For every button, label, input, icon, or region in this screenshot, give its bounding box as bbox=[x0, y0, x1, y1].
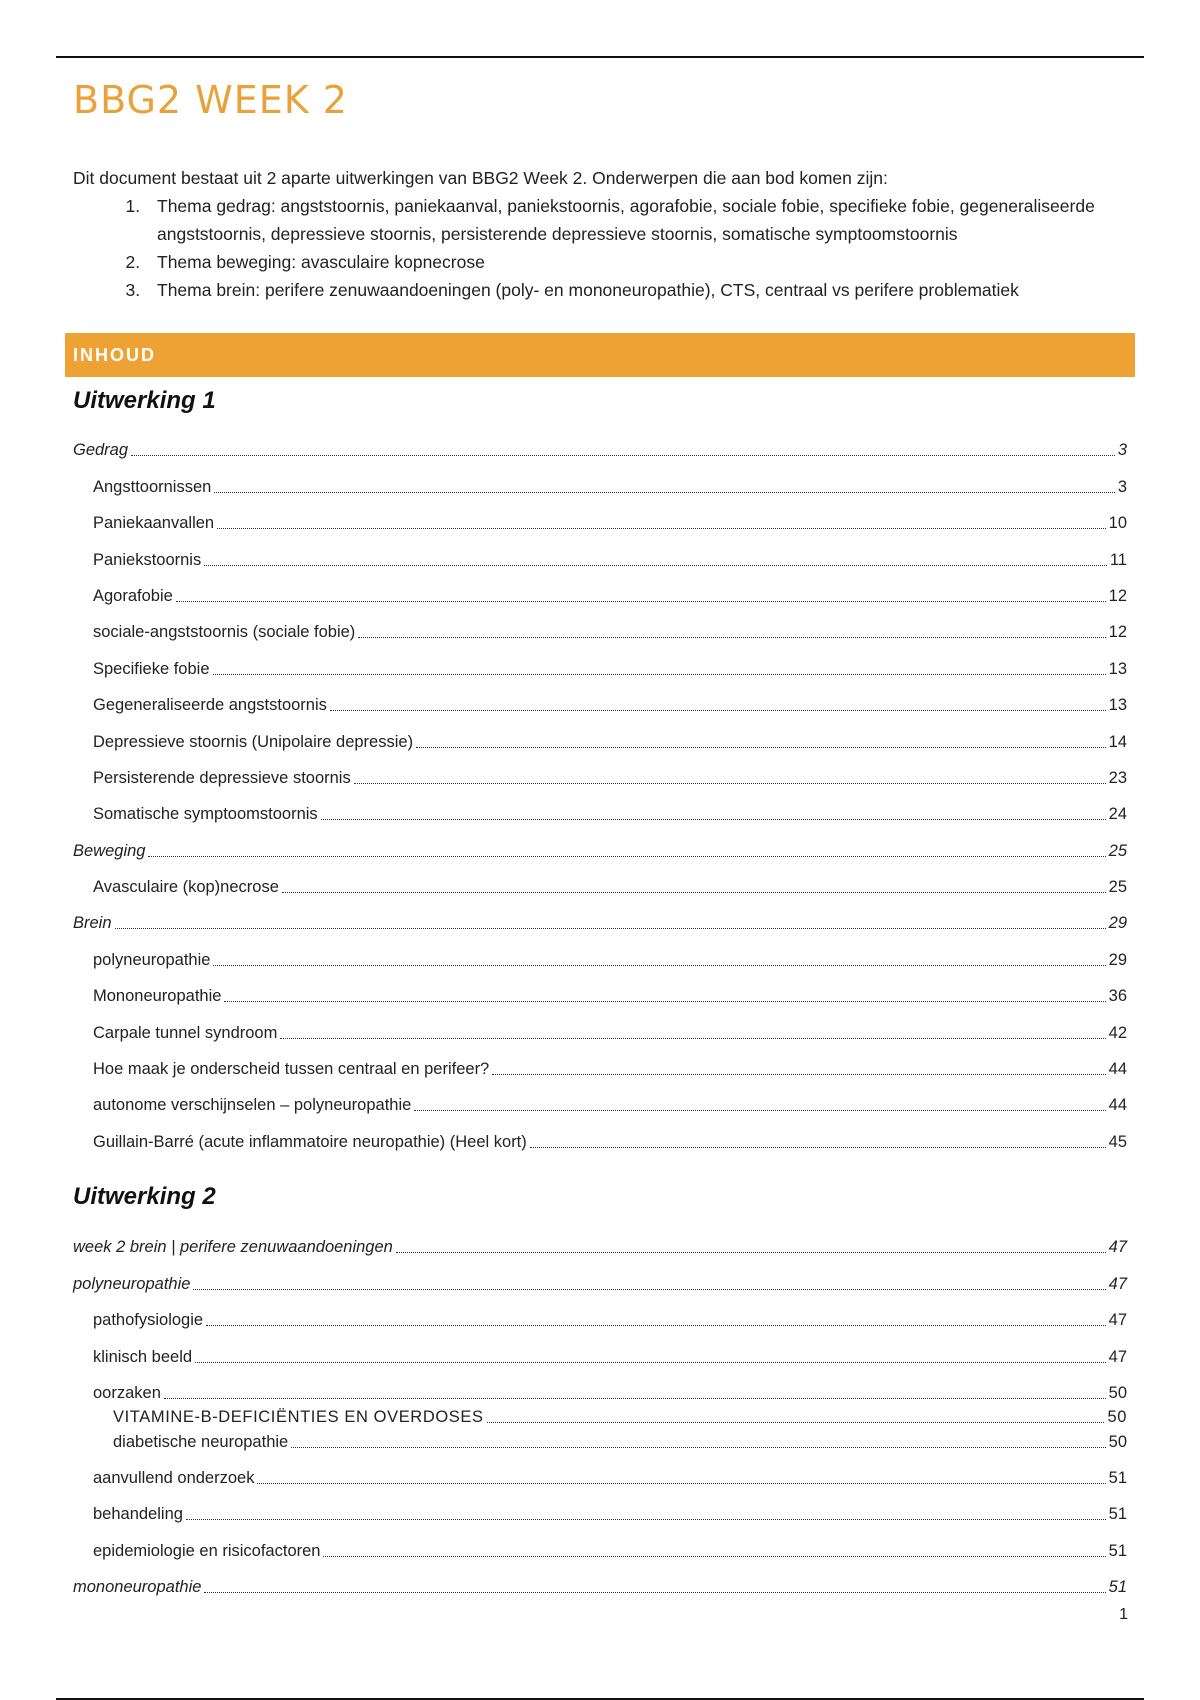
toc-leader-dots bbox=[213, 674, 1106, 675]
toc-leader-dots bbox=[213, 965, 1105, 966]
toc-entry-page: 23 bbox=[1108, 768, 1127, 787]
toc-leader-dots bbox=[164, 1398, 1106, 1399]
toc-entry[interactable] bbox=[73, 1458, 1127, 1494]
toc-leader-dots bbox=[186, 1519, 1106, 1520]
toc-entry[interactable] bbox=[73, 576, 1127, 612]
toc-entry-title: Gegeneraliseerde angststoornis bbox=[93, 696, 327, 715]
toc-entry-page: 11 bbox=[1109, 550, 1127, 569]
toc-leader-dots bbox=[492, 1074, 1105, 1075]
toc-leader-dots bbox=[396, 1252, 1106, 1253]
toc-entry-title: Persisterende depressieve stoornis bbox=[93, 768, 351, 787]
topic-list bbox=[73, 192, 1133, 304]
toc-entry[interactable] bbox=[73, 1336, 1127, 1372]
toc-leader-dots bbox=[204, 565, 1107, 566]
toc-entry[interactable] bbox=[73, 503, 1127, 539]
toc-entry-title: Gedrag bbox=[73, 441, 129, 460]
toc-leader-dots bbox=[487, 1422, 1105, 1423]
toc-leader-dots bbox=[206, 1325, 1106, 1326]
toc-leader-dots bbox=[193, 1289, 1105, 1290]
toc-entry-page: 10 bbox=[1108, 514, 1127, 533]
toc-entry-page: 47 bbox=[1108, 1347, 1127, 1366]
toc-entry-title: Agorafobie bbox=[93, 586, 173, 605]
toc-leader-dots bbox=[354, 783, 1106, 784]
toc-entry-title: VITAMINE-B-DEFICIËNTIES EN OVERDOSES bbox=[113, 1408, 484, 1427]
toc-uitwerking-1 bbox=[73, 430, 1127, 1158]
toc-entry-page: 13 bbox=[1108, 659, 1127, 678]
toc-entry-page: 51 bbox=[1108, 1578, 1127, 1597]
toc-entry[interactable] bbox=[73, 1012, 1127, 1048]
toc-entry-page: 36 bbox=[1108, 987, 1127, 1006]
toc-entry-title: autonome verschijnselen – polyneuropathie bbox=[93, 1096, 412, 1115]
toc-leader-dots bbox=[280, 1038, 1105, 1039]
toc-entry-title: Hoe maak je onderscheid tussen centraal en perifeer? bbox=[93, 1060, 490, 1079]
toc-entry[interactable] bbox=[73, 1085, 1127, 1121]
toc-entry[interactable] bbox=[73, 976, 1127, 1012]
toc-entry-page: 42 bbox=[1108, 1023, 1127, 1042]
toc-entry[interactable] bbox=[73, 466, 1127, 502]
toc-entry-page: 47 bbox=[1108, 1311, 1127, 1330]
contents-banner: INHOUD bbox=[65, 333, 1135, 377]
toc-entry-title: behandeling bbox=[93, 1505, 183, 1524]
toc-entry-page: 51 bbox=[1108, 1541, 1127, 1560]
toc-entry-page: 29 bbox=[1108, 950, 1127, 969]
topic-item: 3. Thema brein: perifere zenuwaandoeningen (poly- en mononeuropathie), CTS, centraal vs perifere problematiek bbox=[145, 276, 1133, 304]
toc-entry[interactable] bbox=[73, 758, 1127, 794]
toc-entry-title: Somatische symptoomstoornis bbox=[93, 805, 318, 824]
toc-entry[interactable] bbox=[73, 1121, 1127, 1157]
toc-leader-dots bbox=[358, 637, 1105, 638]
topic-item: 1. Thema gedrag: angststoornis, paniekaanval, paniekstoornis, agorafobie, sociale fobie, specifieke fobie, gegeneraliseerde angststoornis, depressieve stoornis, persisterende depressieve stoornis, somatische symptoomstoornis bbox=[145, 192, 1133, 248]
toc-entry-title: Mononeuropathie bbox=[93, 987, 222, 1006]
toc-leader-dots bbox=[131, 455, 1115, 456]
toc-leader-dots bbox=[416, 747, 1106, 748]
toc-entry[interactable] bbox=[73, 721, 1127, 757]
toc-entry-page: 44 bbox=[1108, 1096, 1127, 1115]
toc-entry[interactable] bbox=[73, 939, 1127, 975]
toc-entry[interactable] bbox=[73, 1494, 1127, 1530]
toc-uitwerking-2 bbox=[73, 1227, 1127, 1603]
toc-leader-dots bbox=[291, 1447, 1105, 1448]
uitwerking-1-heading: Uitwerking 1 bbox=[73, 387, 216, 414]
toc-leader-dots bbox=[217, 528, 1106, 529]
toc-leader-dots bbox=[330, 710, 1106, 711]
toc-entry[interactable] bbox=[73, 612, 1127, 648]
toc-entry-title: aanvullend onderzoek bbox=[93, 1468, 255, 1487]
toc-entry-title: sociale-angststoornis (sociale fobie) bbox=[93, 623, 356, 642]
toc-leader-dots bbox=[321, 819, 1106, 820]
toc-entry-title: Beweging bbox=[73, 841, 146, 860]
toc-leader-dots bbox=[530, 1147, 1106, 1148]
toc-entry-title: polyneuropathie bbox=[93, 950, 211, 969]
toc-entry-page: 47 bbox=[1108, 1238, 1127, 1257]
toc-entry-title: week 2 brein | perifere zenuwaandoeningen bbox=[73, 1238, 393, 1257]
toc-entry[interactable] bbox=[73, 1409, 1127, 1433]
toc-entry[interactable] bbox=[73, 430, 1127, 466]
toc-entry[interactable] bbox=[73, 648, 1127, 684]
toc-entry-title: Paniekstoornis bbox=[93, 550, 202, 569]
toc-entry-title: Guillain-Barré (acute inflammatoire neuropathie) (Heel kort) bbox=[93, 1132, 527, 1151]
toc-entry[interactable] bbox=[73, 794, 1127, 830]
toc-entry-page: 3 bbox=[1117, 477, 1127, 496]
toc-entry-page: 50 bbox=[1108, 1432, 1127, 1451]
toc-entry-title: Avasculaire (kop)necrose bbox=[93, 878, 279, 897]
intro-lead: Dit document bestaat uit 2 aparte uitwerkingen van BBG2 Week 2. Onderwerpen die aan bod komen zijn: bbox=[73, 168, 888, 188]
toc-entry[interactable] bbox=[73, 1567, 1127, 1603]
toc-entry-page: 29 bbox=[1108, 914, 1127, 933]
toc-entry-page: 14 bbox=[1108, 732, 1127, 751]
intro-section bbox=[73, 164, 1133, 304]
top-rule bbox=[56, 56, 1144, 58]
toc-entry-page: 25 bbox=[1108, 841, 1127, 860]
toc-entry[interactable] bbox=[73, 1227, 1127, 1263]
toc-leader-dots bbox=[224, 1001, 1105, 1002]
toc-leader-dots bbox=[414, 1110, 1105, 1111]
toc-entry[interactable] bbox=[73, 1373, 1127, 1409]
toc-entry[interactable] bbox=[73, 685, 1127, 721]
toc-entry[interactable] bbox=[73, 1049, 1127, 1085]
toc-entry-title: diabetische neuropathie bbox=[113, 1432, 289, 1451]
toc-entry-title: klinisch beeld bbox=[93, 1347, 193, 1366]
toc-entry-page: 3 bbox=[1117, 441, 1127, 460]
toc-leader-dots bbox=[257, 1483, 1105, 1484]
toc-entry-title: Brein bbox=[73, 914, 112, 933]
toc-entry-title: Depressieve stoornis (Unipolaire depressie) bbox=[93, 732, 414, 751]
toc-entry[interactable] bbox=[73, 1530, 1127, 1566]
document-title: BBG2 WEEK 2 bbox=[73, 78, 348, 122]
toc-entry[interactable] bbox=[73, 903, 1127, 939]
toc-entry-title: mononeuropathie bbox=[73, 1578, 202, 1597]
page-number: 1 bbox=[1119, 1606, 1128, 1623]
toc-entry[interactable] bbox=[73, 1300, 1127, 1336]
toc-leader-dots bbox=[148, 856, 1105, 857]
toc-entry-page: 45 bbox=[1108, 1132, 1127, 1151]
toc-entry-title: polyneuropathie bbox=[73, 1274, 191, 1293]
toc-entry-page: 44 bbox=[1108, 1060, 1127, 1079]
toc-leader-dots bbox=[195, 1362, 1106, 1363]
toc-entry-title: oorzaken bbox=[93, 1383, 161, 1402]
toc-entry[interactable] bbox=[73, 830, 1127, 866]
toc-entry-page: 47 bbox=[1108, 1274, 1127, 1293]
toc-entry-page: 50 bbox=[1108, 1383, 1127, 1402]
toc-entry-page: 13 bbox=[1108, 696, 1127, 715]
toc-entry[interactable] bbox=[73, 539, 1127, 575]
toc-leader-dots bbox=[176, 601, 1106, 602]
toc-entry-page: 12 bbox=[1108, 586, 1127, 605]
toc-entry-page: 51 bbox=[1108, 1468, 1127, 1487]
toc-leader-dots bbox=[214, 492, 1114, 493]
toc-entry[interactable] bbox=[73, 1263, 1127, 1299]
toc-entry[interactable] bbox=[73, 1433, 1127, 1457]
toc-entry-page: 25 bbox=[1108, 878, 1127, 897]
toc-entry[interactable] bbox=[73, 867, 1127, 903]
toc-leader-dots bbox=[204, 1592, 1105, 1593]
toc-entry-title: Angsttoornissen bbox=[93, 477, 212, 496]
toc-entry-title: epidemiologie en risicofactoren bbox=[93, 1541, 321, 1560]
toc-entry-page: 24 bbox=[1108, 805, 1127, 824]
topic-item: 2. Thema beweging: avasculaire kopnecrose bbox=[145, 248, 1133, 276]
uitwerking-2-heading: Uitwerking 2 bbox=[73, 1183, 216, 1210]
toc-entry-title: Specifieke fobie bbox=[93, 659, 210, 678]
toc-leader-dots bbox=[115, 928, 1106, 929]
toc-entry-title: Carpale tunnel syndroom bbox=[93, 1023, 278, 1042]
toc-entry-page: 12 bbox=[1108, 623, 1127, 642]
toc-entry-page: 50 bbox=[1107, 1408, 1127, 1427]
toc-entry-page: 51 bbox=[1108, 1505, 1127, 1524]
toc-leader-dots bbox=[323, 1556, 1105, 1557]
toc-entry-title: pathofysiologie bbox=[93, 1311, 204, 1330]
toc-entry-title: Paniekaanvallen bbox=[93, 514, 215, 533]
toc-leader-dots bbox=[282, 892, 1106, 893]
